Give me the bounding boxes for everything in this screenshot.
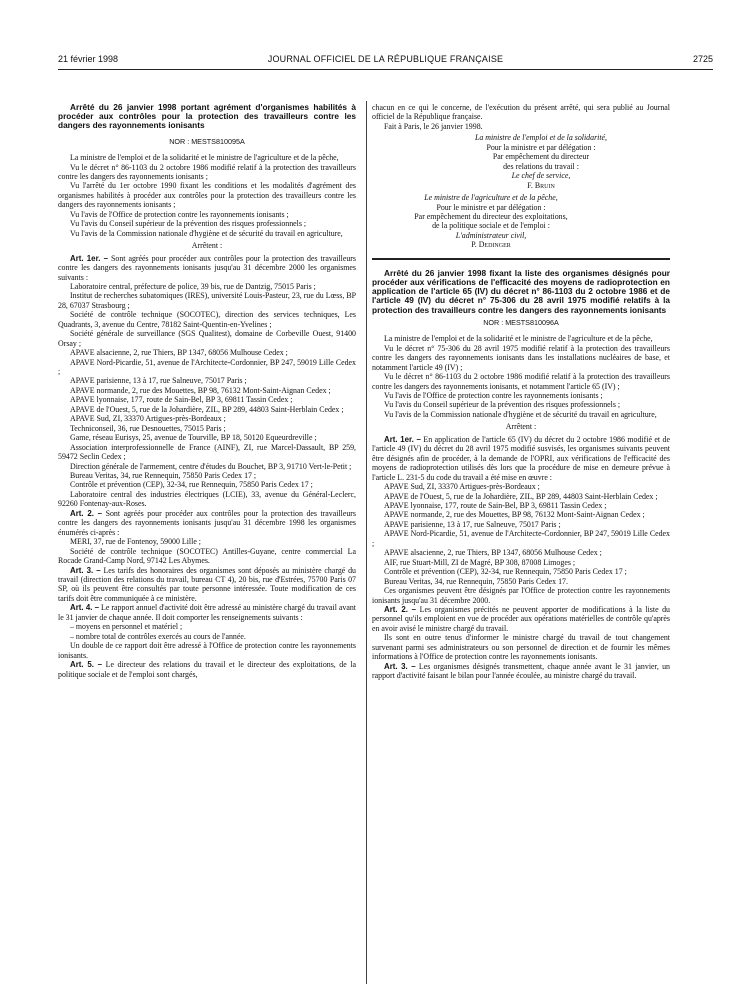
page-header (58, 54, 713, 68)
article-label: Art. 2. – (384, 604, 417, 614)
list-item: APAVE normande, 2, rue des Mouettes, BP 98, 76132 Mont-Saint-Aignan Cedex ; (70, 385, 331, 395)
preamble-line: Vu le décret n° 86-1103 du 2 octobre 1986 modifié relatif à la protection des travailleurs contre les dangers des rayonnements ionisants, et notamment l'article 65 (IV) ; (372, 372, 670, 391)
article-4 (58, 603, 356, 622)
list-item: – moyens en personnel et matériel ; (70, 622, 183, 632)
signatory-title: La ministre de l'emploi et de la solidarité, (474, 133, 608, 143)
article-text: Le directeur des relations du travail et le directeur des exploitations, de la politique sociale et de l'emploi sont chargés, (58, 660, 356, 679)
list-item: Game, réseau Eurisys, 25, avenue de Tourville, BP 18, 50120 Equeurdreville ; (70, 433, 317, 443)
signature-line: de la politique sociale et de l'emploi : (432, 221, 550, 231)
preamble-line: Vu l'avis de la Commission nationale d'hygiène et de sécurité du travail en agriculture, (384, 409, 657, 419)
section-separator (372, 258, 670, 260)
preamble-line: Vu l'avis de la Commission nationale d'hygiène et de sécurité du travail en agriculture, (70, 228, 343, 238)
fait-a-paris: Fait à Paris, le 26 janvier 1998. (384, 121, 483, 131)
article-4-end: Un double de ce rapport doit être adressé à l'Office de protection contre les rayonnements ionisants. (58, 641, 356, 660)
list-item: APAVE lyonnaise, 177, route de Sain-Bel, BP 3, 69811 Tassin Cedex ; (384, 500, 607, 510)
article-text: Sont agréés pour procéder aux contrôles pour la protection des travailleurs contre les dangers des rayonnements ionisants jusqu'au 31 décembre 2000 les organismes suivants : (58, 253, 357, 282)
signature-block-2 (372, 193, 670, 250)
article-text: Les organismes précités ne peuvent apporter de modifications à la liste du personnel qu'ils emploient en vue de procéder aux opérations matérielles de contrôle qu'après en avoir avisé le ministre chargé du travail. (372, 604, 671, 633)
article-label: Art. 2. – (70, 508, 103, 518)
list-item: APAVE Nord-Picardie, 51, avenue de l'Architecte-Cordonnier, BP 247, 59019 Lille Cedex ; (372, 529, 670, 548)
arrete2-nor: NOR : MESTS810096A (483, 317, 559, 327)
list-item: AIF, rue Stuart-Mill, ZI de Magré, BP 308, 87008 Limoges ; (384, 557, 576, 567)
left-column (58, 103, 356, 679)
list-item: Bureau Veritas, 34, rue Rennequin, 75850 Paris Cedex 17 ; (70, 471, 257, 481)
article-5 (58, 660, 356, 679)
article-text: Le rapport annuel d'activité doit être adressé au ministère chargé du travail avant le 31 janvier de chaque année. Il doit comporter les renseignements suivants : (58, 603, 356, 622)
list-item: APAVE normande, 2, rue des Mouettes, BP 98, 76132 Mont-Saint-Aignan Cedex ; (384, 510, 645, 520)
article-2 (58, 509, 356, 537)
article-2 (372, 605, 670, 633)
list-item: Société générale de surveillance (SGS Qualitest), domaine de Corbeville Ouest, 91400 Orsay ; (58, 329, 356, 348)
arrete1-nor: NOR : MESTS810095A (169, 136, 245, 146)
article-label: Art. 3. – (70, 565, 101, 575)
list-item: APAVE parisienne, 13 à 17, rue Salneuve, 75017 Paris ; (70, 376, 247, 386)
list-item: Société de contrôle technique (SOCOTEC), direction des services techniques, Les Quadrants, 3, avenue du Centre, 78182 Saint-Quentin-en-Yvelines ; (58, 310, 356, 329)
signature-line: Par empêchement du directeur (492, 152, 590, 162)
header-journal-title: JOURNAL OFFICIEL DE LA RÉPUBLIQUE FRANÇAISE (267, 54, 504, 64)
article-text: Sont agréés pour procéder aux contrôles pour la protection des travailleurs contre les dangers des rayonnements ionisants jusqu'au 31 décembre 1998 les organismes énumérés ci-après : (58, 508, 356, 537)
list-item: Contrôle et prévention (CEP), 32-34, rue Rennequin, 75850 Paris Cedex 17 ; (70, 480, 313, 490)
preamble-line: Vu l'avis du Conseil supérieur de la prévention des risques professionnels ; (384, 400, 621, 410)
signature-line: Pour le ministre et par délégation : (436, 202, 546, 212)
column-separator (366, 101, 367, 984)
article-5-continuation: chacun en ce qui le concerne, de l'exécution du présent arrêté, qui sera publié au Journal officiel de la République française. (372, 103, 670, 122)
list-item: APAVE alsacienne, 2, rue Thiers, BP 1347, 68056 Mulhouse Cedex ; (70, 348, 288, 358)
signature-line: des relations du travail : (503, 161, 579, 171)
list-item: Contrôle et prévention (CEP), 32-34, rue Rennequin, 75850 Paris Cedex 17 ; (384, 567, 627, 577)
signature-role: Le chef de service, (511, 171, 571, 181)
article-1-end: Ces organismes peuvent être désignés par l'Office de protection contre les rayonnements ionisants jusqu'au 31 décembre 2000. (372, 586, 670, 605)
arretent-heading: Arrêtent : (191, 241, 223, 251)
arrete2-preamble (372, 334, 670, 419)
list-item: APAVE parisienne, 13 à 17, rue Salneuve, 75017 Paris ; (384, 519, 561, 529)
preamble-line: Vu l'arrêté du 1er octobre 1990 fixant les conditions et les modalités d'agrément des organismes habilités à procéder aux contrôles pour la protection des travailleurs contre les dangers des rayonnements ionisants ; (58, 181, 356, 210)
list-item: APAVE alsacienne, 2, rue Thiers, BP 1347, 68056 Mulhouse Cedex ; (384, 548, 602, 558)
article-text: Les organismes désignés transmettent, chaque année avant le 31 janvier, un rapport d'activité faisant le bilan pour l'année écoulée, au ministre chargé du travail. (372, 661, 670, 681)
right-column (372, 103, 670, 681)
article-1-list (58, 282, 356, 509)
signatory-name: P. Dedinger (471, 240, 511, 250)
preamble-line: Vu l'avis de l'Office de protection contre les rayonnements ionisants ; (70, 209, 289, 219)
arretent-heading: Arrêtent : (505, 422, 537, 432)
list-item: Institut de recherches subatomiques (IRES), université Louis-Pasteur, 23, rue du Lœss, BP 28, 67037 Strasbourg ; (58, 291, 356, 310)
list-item: APAVE lyonnaise, 177, route de Sain-Bel, BP 3, 69811 Tassin Cedex ; (70, 395, 293, 405)
article-1 (58, 254, 356, 282)
header-date: 21 février 1998 (58, 54, 119, 64)
arrete1-title: Arrêté du 26 janvier 1998 portant agrément d'organismes habilités à procéder aux contrôles pour la protection des travailleurs contre les dangers des rayonnements ionisants (58, 102, 356, 131)
list-item: Société de contrôle technique (SOCOTEC) Antilles-Guyane, centre commercial La Rocade Grand-Camp Nord, 97142 Les Abymes. (58, 546, 356, 566)
preamble-line: Vu l'avis de l'Office de protection contre les rayonnements ionisants ; (384, 390, 603, 400)
article-label: Art. 4. – (70, 603, 100, 613)
signature-block-1 (372, 133, 670, 190)
list-item: Association interprofessionnelle de France (AINF), ZI, rue Marcel-Dassault, BP 259, 59472 Seclin Cedex ; (58, 442, 356, 462)
article-4-list (58, 622, 356, 641)
list-item: APAVE de l'Ouest, 5, rue de la Johardière, ZIL, BP 289, 44803 Saint-Herblain Cedex ; (384, 491, 658, 501)
signatory-title: Le ministre de l'agriculture et de la pêche, (424, 193, 558, 203)
list-item: APAVE Sud, ZI, 33370 Artigues-près-Bordeaux ; (384, 482, 540, 492)
header-page-number: 2725 (692, 54, 713, 64)
list-item: Techniconseil, 36, rue Desnouettes, 75015 Paris ; (70, 423, 226, 433)
preamble-line: La ministre de l'emploi et de la solidarité et le ministre de l'agriculture et de la pêche, (384, 334, 653, 344)
list-item: Direction générale de l'armement, centre d'études du Bouchet, BP 3, 91710 Vert-le-Petit ; (70, 461, 352, 471)
arrete1-preamble (58, 153, 356, 238)
list-item: MERI, 37, rue de Fontenoy, 59000 Lille ; (70, 537, 201, 547)
article-label: Art. 1er. – (70, 253, 108, 263)
preamble-line: Vu le décret n° 86-1103 du 2 octobre 1986 modifié relatif à la protection des travailleurs contre les dangers des rayonnements ionisants ; (58, 162, 356, 181)
signatory-name: F. Bruin (527, 180, 555, 190)
list-item: Laboratoire central des industries électriques (LCIE), 33, avenue du Général-Leclerc, 92260 Fontenay-aux-Roses. (58, 489, 356, 509)
signature-line: Pour la ministre et par délégation : (486, 142, 596, 152)
signature-line: Par empêchement du directeur des exploitations, (414, 211, 568, 221)
list-item: Bureau Veritas, 34, rue Rennequin, 75850 Paris Cedex 17. (384, 576, 568, 586)
article-label: Art. 3. – (384, 661, 416, 671)
article-3 (58, 566, 356, 604)
article-text: Les tarifs des honoraires des organismes sont déposés au ministère chargé du travail (direction des relations du travail, bureau CT 4), 20 bis, rue d'Estrées, 75700 Paris 07 SP, où ils peuvent être consultés par toute personne intéressée. Toute modification de ces tarifs doit être communiquée à ce ministère. (58, 565, 356, 603)
list-item: APAVE Sud, ZI, 33370 Artigues-près-Bordeaux ; (70, 414, 226, 424)
article-2-end: Ils sont en outre tenus d'informer le ministre chargé du travail de tout changement survenant parmi ses administrateurs ou son personnel de direction et de fournir les mêmes informations à l'Office de protection contre les rayonnements ionisants. (372, 633, 670, 662)
article-2-list (58, 537, 356, 565)
preamble-line: Vu l'avis du Conseil supérieur de la prévention des risques professionnels ; (70, 219, 307, 229)
list-item: APAVE de l'Ouest, 5, rue de la Johardière, ZIL, BP 289, 44803 Saint-Herblain Cedex ; (70, 404, 344, 414)
list-item: – nombre total de contrôles exercés au cours de l'année. (70, 631, 246, 641)
list-item: Laboratoire central, préfecture de police, 39 bis, rue de Dantzig, 75015 Paris ; (70, 281, 316, 291)
arrete2-title: Arrêté du 26 janvier 1998 fixant la liste des organismes désignés pour procéder aux vérifications de l'efficacité des moyens de radioprotection en application de l'article 65 (IV) du décret n° 86-1103 du 2 octobre 1986 et de l'article 49 (IV) du décret n° 75-306 du 28 avril 1975 modifié relatifs à la protection des travailleurs contre les dangers des rayonnements ionisants (372, 267, 670, 315)
article-1 (372, 435, 670, 482)
article-label: Art. 5. – (70, 660, 103, 670)
article-text: En application de l'article 65 (IV) du décret du 2 octobre 1986 modifié et de l'article 49 (IV) du décret du 28 avril 1975 modifié susvisés, les organismes suivants peuvent être désignés afin de procéder, à la demande de l'OPRI, aux vérifications de l'efficacité des moyens de radioprotection utilisés dès lors que la procédure de mise en demeure prévue à l'article L. 231-5 du code du travail a été mise en œuvre : (372, 434, 670, 482)
preamble-line: Vu le décret n° 75-306 du 28 avril 1975 modifié relatif à la protection des travailleurs contre les dangers des rayonnements ionisants dans les installations nucléaires de base, et notamment l'article 49 (IV) ; (372, 343, 670, 372)
article-1-list (372, 482, 670, 586)
signature-role: L'administrateur civil, (455, 230, 527, 240)
header-rule (58, 69, 713, 70)
list-item: APAVE Nord-Picardie, 51, avenue de l'Architecte-Cordonnier, BP 247, 59019 Lille Cedex ; (58, 357, 356, 377)
article-label: Art. 1er. – (384, 434, 421, 444)
article-3 (372, 662, 670, 681)
preamble-line: La ministre de l'emploi et de la solidarité et le ministre de l'agriculture et de la pêche, (70, 153, 339, 163)
